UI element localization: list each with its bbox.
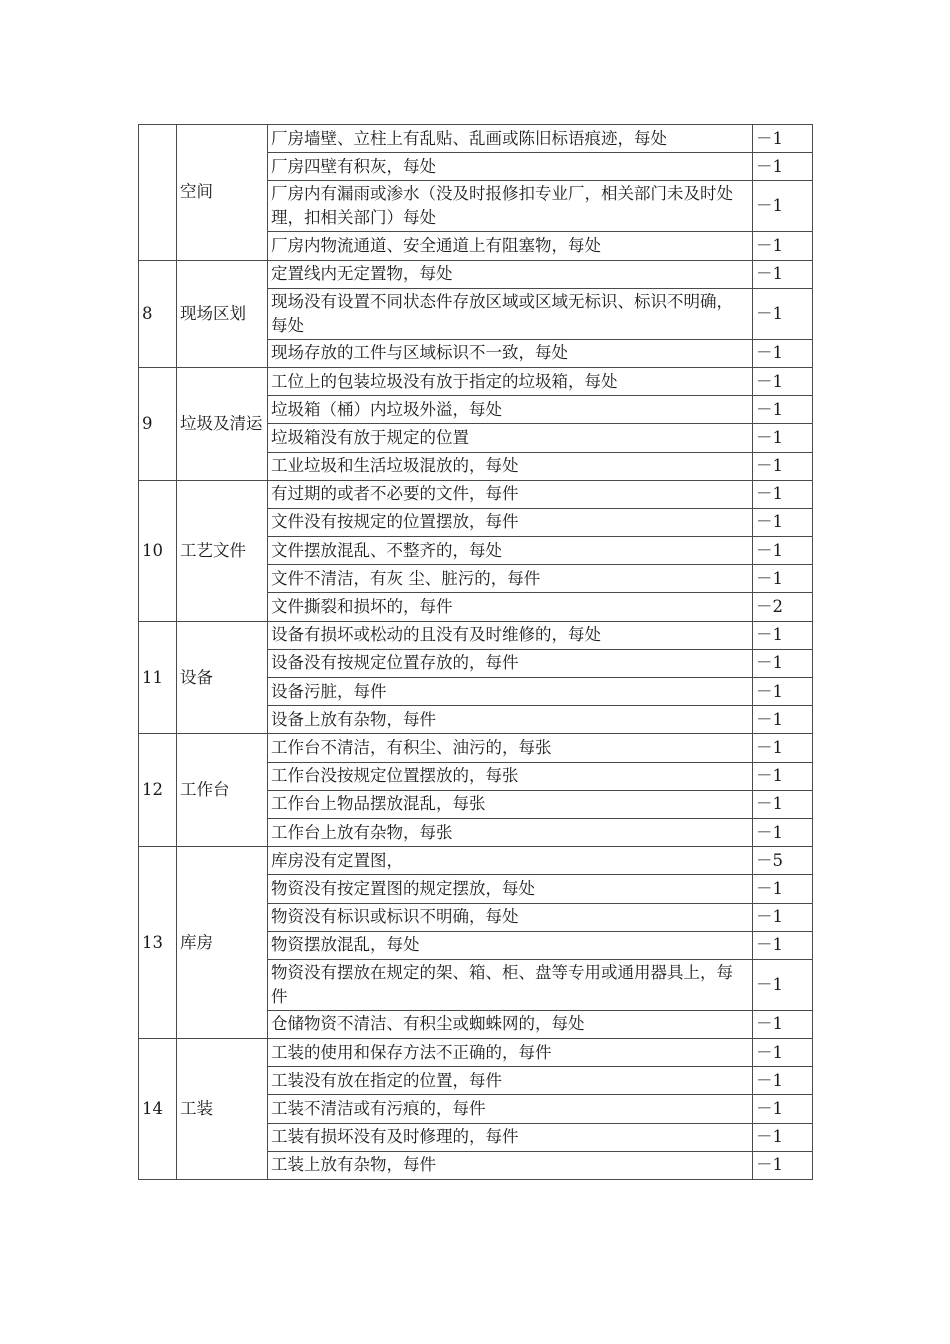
item-score: －1 — [753, 959, 813, 1010]
table-row — [139, 1039, 813, 1067]
table-row — [139, 847, 813, 875]
section-number: 12 — [139, 734, 177, 847]
item-text: 工作台没按规定位置摆放的，每张 — [268, 762, 753, 790]
item-text: 物资没有按定置图的规定摆放，每处 — [268, 875, 753, 903]
table-row — [139, 367, 813, 395]
item-score: －1 — [753, 537, 813, 565]
section-category: 垃圾及清运 — [177, 367, 268, 480]
item-text: 现场存放的工件与区域标识不一致，每处 — [268, 339, 753, 367]
item-score: －1 — [753, 181, 813, 232]
item-score: －1 — [753, 818, 813, 846]
item-text: 现场没有设置不同状态件存放区域或区域无标识、标识不明确，每处 — [268, 288, 753, 339]
item-text: 工装上放有杂物，每件 — [268, 1151, 753, 1179]
item-text: 厂房内有漏雨或渗水（没及时报修扣专业厂，相关部门未及时处理，扣相关部门）每处 — [268, 181, 753, 232]
section-number: 11 — [139, 621, 177, 734]
section-number — [139, 125, 177, 261]
section-number: 8 — [139, 260, 177, 367]
item-score: －1 — [753, 424, 813, 452]
table-row — [139, 125, 813, 153]
item-text: 工装有损坏没有及时修理的，每件 — [268, 1123, 753, 1151]
item-score: －1 — [753, 339, 813, 367]
item-score: －1 — [753, 1095, 813, 1123]
item-score: －1 — [753, 367, 813, 395]
item-text: 设备有损坏或松动的且没有及时维修的，每处 — [268, 621, 753, 649]
item-score: －1 — [753, 480, 813, 508]
item-text: 工作台不清洁，有积尘、油污的，每张 — [268, 734, 753, 762]
item-score: －1 — [753, 1151, 813, 1179]
item-text: 厂房内物流通道、安全通道上有阻塞物，每处 — [268, 232, 753, 260]
item-text: 文件摆放混乱、不整齐的，每处 — [268, 537, 753, 565]
item-text: 定置线内无定置物，每处 — [268, 260, 753, 288]
item-score: －1 — [753, 790, 813, 818]
item-score: －1 — [753, 396, 813, 424]
item-score: －1 — [753, 260, 813, 288]
section-category: 工作台 — [177, 734, 268, 847]
inspection-table — [138, 124, 813, 1180]
item-score: －2 — [753, 593, 813, 621]
section-number: 10 — [139, 480, 177, 621]
table-row — [139, 621, 813, 649]
item-score: －1 — [753, 931, 813, 959]
item-score: －1 — [753, 565, 813, 593]
item-text: 文件没有按规定的位置摆放，每件 — [268, 508, 753, 536]
item-text: 物资没有摆放在规定的架、箱、柜、盘等专用或通用器具上，每件 — [268, 959, 753, 1010]
item-text: 设备上放有杂物，每件 — [268, 706, 753, 734]
item-score: －1 — [753, 649, 813, 677]
item-text: 文件撕裂和损坏的，每件 — [268, 593, 753, 621]
item-text: 垃圾箱（桶）内垃圾外溢，每处 — [268, 396, 753, 424]
section-number: 13 — [139, 847, 177, 1039]
item-score: －1 — [753, 875, 813, 903]
item-score: －1 — [753, 621, 813, 649]
item-text: 物资摆放混乱，每处 — [268, 931, 753, 959]
item-score: －1 — [753, 762, 813, 790]
item-text: 文件不清洁，有灰 尘、脏污的，每件 — [268, 565, 753, 593]
section-category: 库房 — [177, 847, 268, 1039]
item-text: 工位上的包装垃圾没有放于指定的垃圾箱，每处 — [268, 367, 753, 395]
item-score: －1 — [753, 1123, 813, 1151]
item-text: 工作台上物品摆放混乱，每张 — [268, 790, 753, 818]
section-category: 设备 — [177, 621, 268, 734]
section-category: 工艺文件 — [177, 480, 268, 621]
item-score: －1 — [753, 288, 813, 339]
item-score: －1 — [753, 903, 813, 931]
item-text: 物资没有标识或标识不明确，每处 — [268, 903, 753, 931]
item-text: 有过期的或者不必要的文件，每件 — [268, 480, 753, 508]
item-text: 设备污脏，每件 — [268, 678, 753, 706]
item-score: －1 — [753, 1010, 813, 1038]
item-text: 厂房四壁有积灰，每处 — [268, 153, 753, 181]
item-text: 仓储物资不清洁、有积尘或蜘蛛网的，每处 — [268, 1010, 753, 1038]
item-score: －1 — [753, 452, 813, 480]
item-score: －1 — [753, 734, 813, 762]
item-score: －1 — [753, 508, 813, 536]
item-text: 库房没有定置图， — [268, 847, 753, 875]
section-category: 空间 — [177, 125, 268, 261]
section-number: 14 — [139, 1039, 177, 1180]
item-text: 工装没有放在指定的位置，每件 — [268, 1067, 753, 1095]
item-score: －1 — [753, 1039, 813, 1067]
item-text: 工作台上放有杂物，每张 — [268, 818, 753, 846]
item-score: －1 — [753, 1067, 813, 1095]
item-text: 工业垃圾和生活垃圾混放的，每处 — [268, 452, 753, 480]
item-score: －5 — [753, 847, 813, 875]
item-score: －1 — [753, 678, 813, 706]
table-row — [139, 480, 813, 508]
item-text: 垃圾箱没有放于规定的位置 — [268, 424, 753, 452]
item-score: －1 — [753, 125, 813, 153]
item-text: 工装不清洁或有污痕的，每件 — [268, 1095, 753, 1123]
inspection-table-body — [139, 125, 813, 1180]
section-number: 9 — [139, 367, 177, 480]
item-score: －1 — [753, 153, 813, 181]
item-text: 厂房墙壁、立柱上有乱贴、乱画或陈旧标语痕迹，每处 — [268, 125, 753, 153]
section-category: 工装 — [177, 1039, 268, 1180]
item-score: －1 — [753, 232, 813, 260]
item-score: －1 — [753, 706, 813, 734]
item-text: 设备没有按规定位置存放的，每件 — [268, 649, 753, 677]
table-row — [139, 260, 813, 288]
section-category: 现场区划 — [177, 260, 268, 367]
table-row — [139, 734, 813, 762]
item-text: 工装的使用和保存方法不正确的，每件 — [268, 1039, 753, 1067]
